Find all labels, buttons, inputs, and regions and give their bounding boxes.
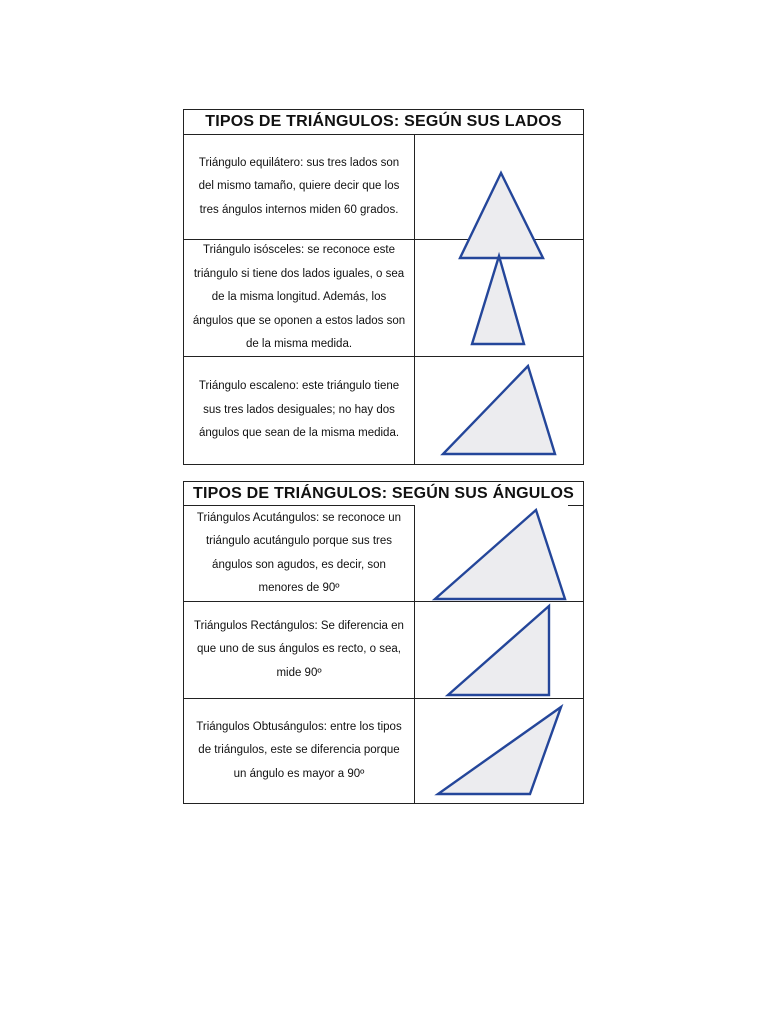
equilateral-triangle-figure (415, 135, 583, 239)
table-row (184, 699, 583, 803)
right-description: Triángulos Rectángulos: Se diferencia en que uno de sus ángulos es recto, o sea, mide 90º (184, 602, 415, 698)
obtuse-triangle-shape (438, 707, 561, 794)
isosceles-figure-cell (415, 240, 583, 356)
isosceles-triangle-shape (472, 256, 524, 344)
acute-triangle-shape (435, 510, 565, 599)
acute-triangle-figure (415, 506, 583, 601)
right-figure-cell (415, 602, 583, 698)
table-row (184, 506, 583, 602)
table-row (184, 135, 583, 240)
angles-table-title-text: TIPOS DE TRIÁNGULOS: SEGÚN SUS ÁNGULOS (193, 485, 574, 502)
equilateral-figure-cell (415, 135, 583, 239)
angles-table (183, 481, 584, 804)
sides-table-title: TIPOS DE TRIÁNGULOS: SEGÚN SUS LADOS (184, 110, 583, 135)
scalene-figure-cell (415, 357, 583, 464)
scalene-triangle-shape (443, 366, 555, 454)
angles-table-title (184, 482, 583, 506)
table-row (184, 240, 583, 357)
obtuse-figure-cell (415, 699, 583, 803)
obtuse-triangle-figure (415, 699, 583, 803)
isosceles-description: Triángulo isósceles: se reconoce este triángulo si tiene dos lados iguales, o sea de la misma longitud. Además, los ángulos que se oponen a estos lados son de la misma medida. (184, 240, 415, 356)
right-triangle-shape (448, 606, 549, 695)
scalene-triangle-figure (415, 357, 583, 464)
isosceles-triangle-figure (415, 240, 583, 356)
right-triangle-figure (415, 602, 583, 698)
table-row (184, 357, 583, 464)
obtuse-description: Triángulos Obtusángulos: entre los tipos de triángulos, este se diferencia porque un ángulo es mayor a 90º (184, 699, 415, 803)
title-divider (184, 505, 415, 506)
sides-table (183, 109, 584, 465)
acute-description: Triángulos Acutángulos: se reconoce un triángulo acutángulo porque sus tres ángulos son agudos, es decir, son menores de 90º (184, 506, 415, 601)
equilateral-description: Triángulo equilátero: sus tres lados son del mismo tamaño, quiere decir que los tres ángulos internos miden 60 grados. (184, 135, 415, 239)
acute-figure-cell (415, 506, 583, 601)
scalene-description: Triángulo escaleno: este triángulo tiene sus tres lados desiguales; no hay dos ángulos que sean de la misma medida. (184, 357, 415, 464)
table-row (184, 602, 583, 699)
